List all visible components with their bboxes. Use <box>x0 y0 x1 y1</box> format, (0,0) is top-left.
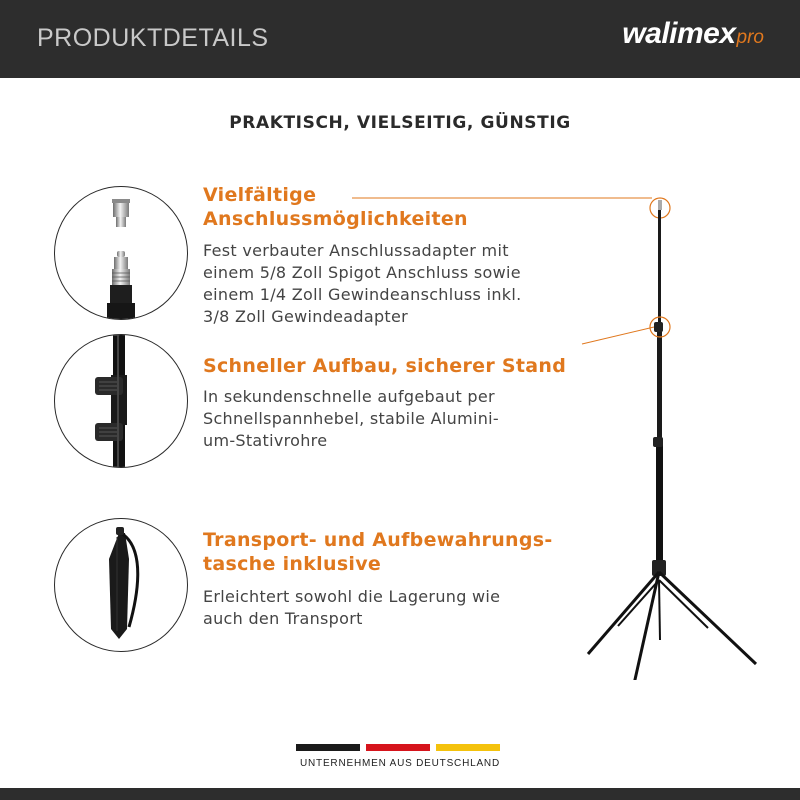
bottom-bar <box>0 788 800 800</box>
brand-logo-pro: pro <box>736 27 764 48</box>
flag-stripe-gold <box>436 744 500 751</box>
feature-1-desc-line: einem 5/8 Zoll Spigot Anschluss sowie <box>203 263 521 282</box>
feature-1-desc-line: 3/8 Zoll Gewindeadapter <box>203 307 408 326</box>
feature-2-desc-line: um-Stativrohre <box>203 431 328 450</box>
feature-1-title-line-1: Vielfältige <box>203 184 317 206</box>
feature-2-desc-line: In sekundenschnelle aufgebaut per <box>203 387 495 406</box>
headline: PRAKTISCH, VIELSEITIG, GÜNSTIG <box>229 113 571 133</box>
feature-1-desc-line: Fest verbauter Anschlussadapter mit <box>203 241 509 260</box>
feature-1-title-line-2: Anschlussmöglichkeiten <box>203 208 468 230</box>
flag-stripe-black <box>296 744 360 751</box>
feature-3-desc-line: auch den Transport <box>203 609 363 628</box>
page-title: PRODUKTDETAILS <box>37 24 269 52</box>
feature-2-title-line-1: Schneller Aufbau, sicherer Stand <box>203 355 567 377</box>
feature-3-title-line-2: tasche inklusive <box>203 553 382 575</box>
feature-1-desc-line: einem 1/4 Zoll Gewindeanschluss inkl. <box>203 285 522 304</box>
feature-3-desc-line: Erleichtert sowohl die Lagerung wie <box>203 587 501 606</box>
footer-tagline: UNTERNEHMEN AUS DEUTSCHLAND <box>300 758 500 769</box>
german-flag-stripes <box>296 744 500 752</box>
feature-3-title-line-1: Transport- und Aufbewahrungs- <box>203 529 553 551</box>
brand-logo-main: walimex <box>622 17 736 50</box>
light-stand-image <box>560 180 780 680</box>
feature-2-desc-line: Schnellspannhebel, stabile Alumini- <box>203 409 499 428</box>
flag-stripe-red <box>366 744 430 751</box>
